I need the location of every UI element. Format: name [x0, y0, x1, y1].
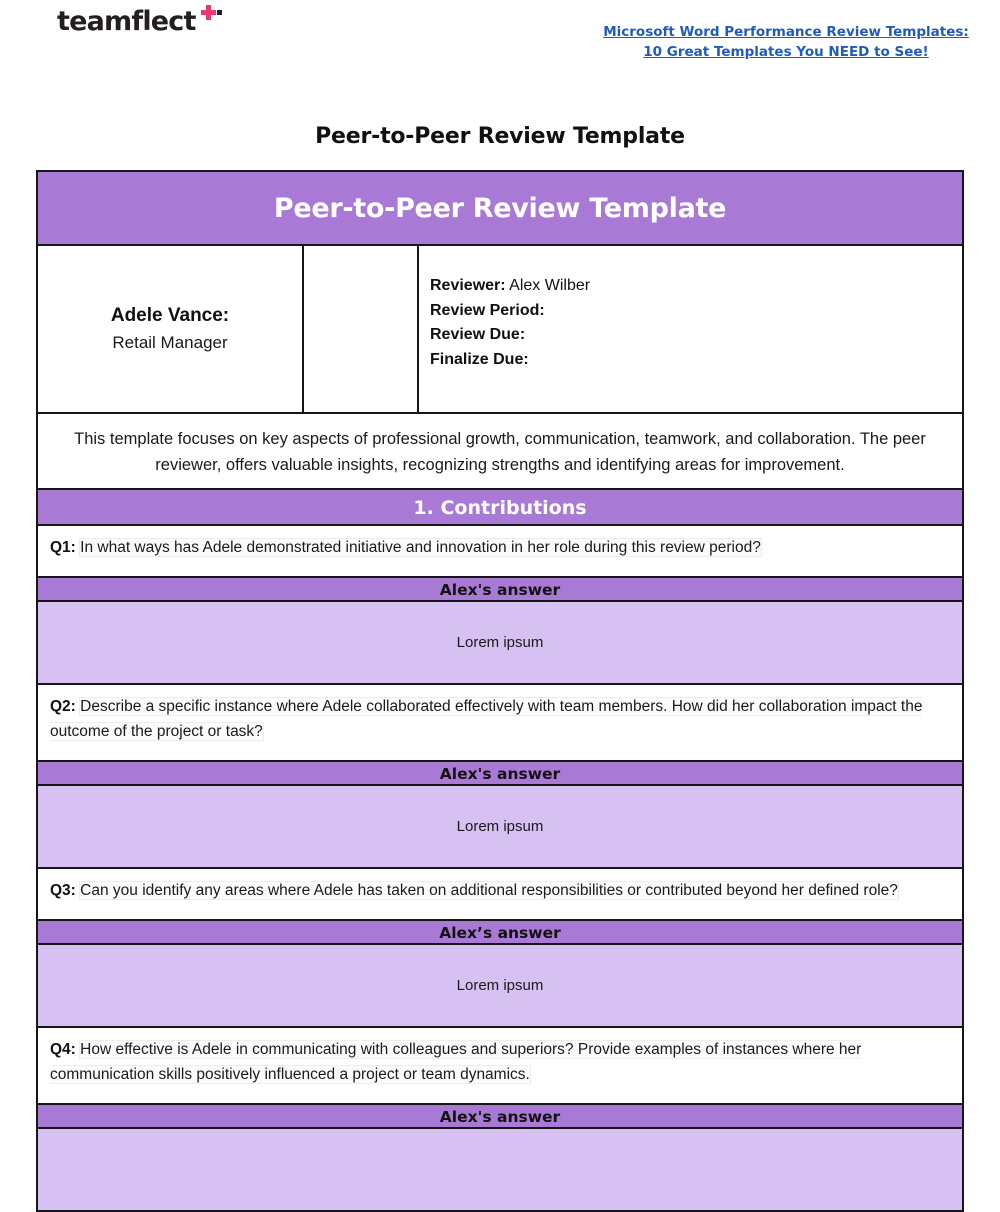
answer-field[interactable] — [38, 1129, 962, 1212]
question-number: Q2: — [50, 698, 76, 715]
question-text: Can you identify any areas where Adele has taken on additional responsibilities or contributed beyond her defined role? — [80, 882, 898, 899]
answer-label-bar: Alex's answer — [38, 578, 962, 602]
spacer-cell — [304, 246, 419, 412]
review-meta-cell — [419, 246, 962, 412]
answer-field[interactable]: Lorem ipsum — [38, 602, 962, 685]
reviewer-label: Reviewer: — [430, 277, 506, 294]
question-row — [38, 526, 962, 578]
reviewer-value: Alex Wilber — [509, 277, 591, 294]
question-row — [38, 1028, 962, 1105]
finalize-due-label: Finalize Due: — [430, 350, 529, 368]
question-text: Describe a specific instance where Adele collaborated effectively with team members. How did her collaboration impact the outcome of the project or task? — [50, 698, 923, 740]
employee-info-row — [38, 246, 962, 414]
employee-role: Retail Manager — [112, 333, 228, 352]
question-text: How effective is Adele in communicating with colleagues and superiors? Provide examples of instances where her communication skills positively influenced a project or team dynamics. — [50, 1041, 862, 1083]
plus-icon — [197, 5, 223, 27]
promo-link[interactable]: Microsoft Word Performance Review Templates: 10 Great Templates You NEED to See! — [603, 24, 969, 60]
table-banner-title: Peer-to-Peer Review Template — [38, 172, 962, 246]
answer-field[interactable]: Lorem ipsum — [38, 786, 962, 869]
teamflect-logo — [57, 8, 223, 35]
employee-cell — [38, 246, 304, 412]
review-period-label: Review Period: — [430, 301, 545, 319]
finalize-due-line — [430, 348, 962, 373]
review-due-label: Review Due: — [430, 326, 526, 343]
employee-name: Adele Vance: — [110, 305, 230, 326]
answer-field[interactable]: Lorem ipsum — [38, 945, 962, 1028]
question-text: In what ways has Adele demonstrated initiative and innovation in her role during this review period? — [80, 539, 761, 556]
reviewer-line — [430, 274, 962, 299]
section-header-contributions: 1. Contributions — [38, 490, 962, 526]
answer-label-bar: Alex's answer — [38, 762, 962, 786]
question-row — [38, 685, 962, 762]
question-number: Q4: — [50, 1041, 76, 1058]
logo-wordmark: teamflect — [57, 6, 196, 37]
answer-label-bar: Alex's answer — [38, 1105, 962, 1129]
question-row — [38, 869, 962, 921]
review-template-table — [36, 170, 964, 1212]
page-title: Peer-to-Peer Review Template — [315, 124, 685, 149]
review-due-line — [430, 323, 962, 348]
template-description: This template focuses on key aspects of professional growth, communication, teamwork, and collaboration. The peer reviewer, offers valuable insights, recognizing strengths and identifying areas for improvement. — [38, 414, 962, 490]
page-topbar — [0, 0, 1000, 78]
question-number: Q1: — [50, 539, 76, 556]
question-number: Q3: — [50, 882, 76, 899]
review-period-line — [430, 299, 962, 324]
answer-label-bar: Alex’s answer — [38, 921, 962, 945]
